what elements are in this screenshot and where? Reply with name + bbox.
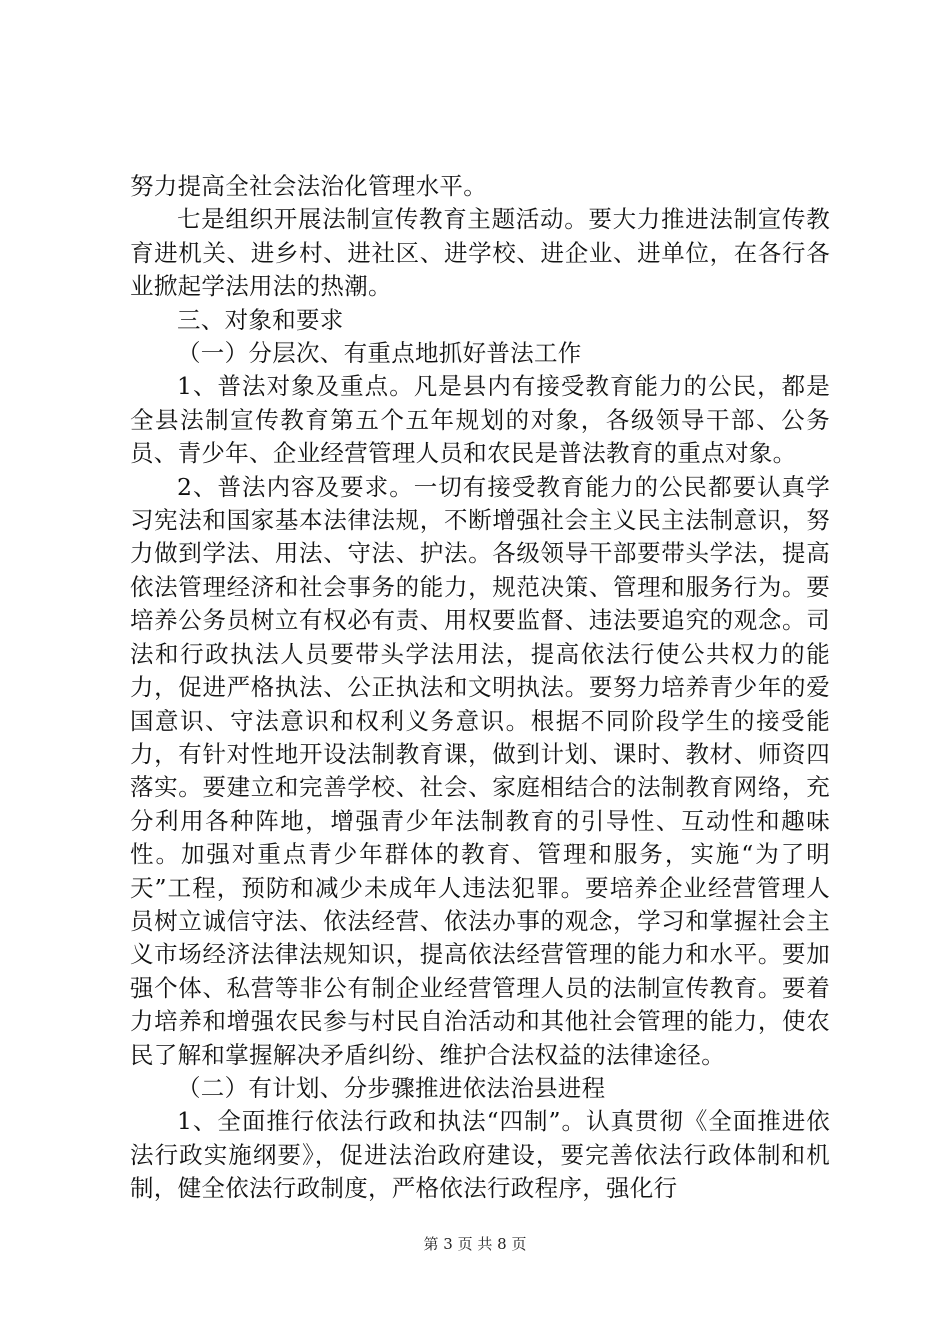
paragraph-item-seven: 七是组织开展法制宣传教育主题活动。要大力推进法制宣传教育进机关、进乡村、进社区、进学校、进企业、进单位，在各行各业掀起学法用法的热潮。 [130, 205, 830, 301]
subsection-heading-one: （一）分层次、有重点地抓好普法工作 [177, 339, 582, 368]
paragraph-four-systems: 1、全面推行依法行政和执法“四制”。认真贯彻《全面推进依法行政实施纲要》，促进法治政府建设，要完善依法行政体制和机制，健全依法行政制度，严格依法行政程序，强化行 [130, 1107, 830, 1203]
paragraph-targets: 1、普法对象及重点。凡是县内有接受教育能力的公民，都是全县法制宣传教育第五个五年规划的对象，各级领导干部、公务员、青少年、企业经营管理人员和农民是普法教育的重点对象。 [130, 372, 830, 468]
paragraph-continuation: 努力提高全社会法治化管理水平。 [130, 172, 487, 200]
section-heading-three: 三、对象和要求 [177, 305, 344, 334]
page-number-footer: 第 3 页 共 8 页 [423, 1235, 527, 1253]
paragraph-content-requirements: 2、普法内容及要求。一切有接受教育能力的公民都要认真学习宪法和国家基本法律法规，不断增强社会主义民主法制意识，努力做到学法、用法、守法、护法。各级领导干部要带头学法，提高依法管理经济和社会事务的能力，规范决策、管理和服务行为。要培养公务员树立有权必有责、用权要监督、违法要追究的观念。司法和行政执法人员要带头学法用法，提高依法行使公共权力的能力，促进严格执法、公正执法和文明执法。要努力培养青少年的爱国意识、守法意识和权利义务意识。根据不同阶段学生的接受能力，有针对性地开设法制教育课，做到计划、课时、教材、师资四落实。要建立和完善学校、社会、家庭相结合的法制教育网络，充分利用各种阵地，增强青少年法制教育的引导性、互动性和趣味性。加强对重点青少年群体的教育、管理和服务，实施“为了明天”工程，预防和减少未成年人违法犯罪。要培养企业经营管理人员树立诚信守法、依法经营、依法办事的观念，学习和掌握社会主义市场经济法律法规知识，提高依法经营管理的能力和水平。要加强个体、私营等非公有制企业经营管理人员的法制宣传教育。要着力培养和增强农民参与村民自治活动和其他社会管理的能力，使农民了解和掌握解决矛盾纠纷、维护合法权益的法律途径。 [130, 472, 830, 1069]
subsection-heading-two: （二）有计划、分步骤推进依法治县进程 [177, 1073, 606, 1102]
document-body [130, 170, 830, 1206]
